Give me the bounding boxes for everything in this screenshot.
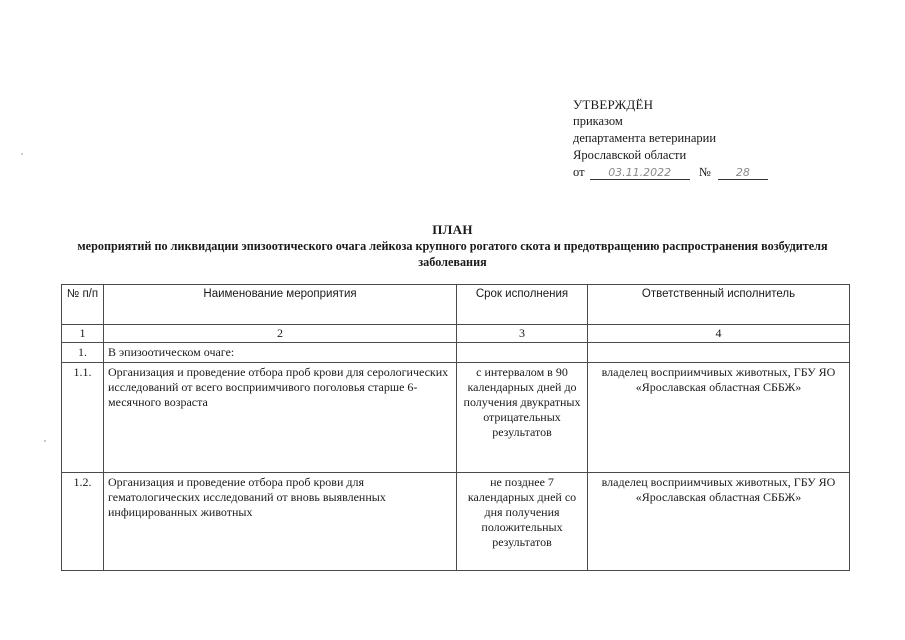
column-number: 4 [588, 325, 850, 343]
handwritten-number: 28 [718, 166, 768, 180]
table-row [62, 473, 850, 571]
date-prefix: от [573, 165, 585, 179]
measure-name: Организация и проведение отбора проб крови для гематологических исследований от вновь выявленных инфицированных животных [104, 473, 457, 571]
approval-line: департамента ветеринарии [573, 131, 717, 145]
column-number: 1 [62, 325, 104, 343]
approval-line: приказом [573, 114, 623, 128]
table-row [62, 363, 850, 473]
responsible: владелец восприимчивых животных, ГБУ ЯО «Ярославская областная СББЖ» [588, 363, 850, 473]
plan-subtitle: мероприятий по ликвидации эпизоотического очага лейкоза крупного рогатого скота и предотвращению распространения возбудителя заболевания [77, 239, 828, 269]
approval-title: УТВЕРЖДЁН [573, 97, 654, 112]
table-header-row [62, 285, 850, 325]
approval-date-row [573, 164, 813, 181]
approval-line: Ярославской области [573, 148, 687, 162]
deadline: с интервалом в 90 календарных дней до получения двукратных отрицательных результатов [457, 363, 588, 473]
approval-block [573, 96, 813, 181]
header-cell-deadline: Срок исполнения [457, 285, 588, 325]
column-number: 3 [457, 325, 588, 343]
header-cell-responsible: Ответственный исполнитель [588, 285, 850, 325]
header-cell-name: Наименование мероприятия [104, 285, 457, 325]
empty-cell [588, 343, 850, 363]
responsible: владелец восприимчивых животных, ГБУ ЯО «Ярославская областная СББЖ» [588, 473, 850, 571]
deadline: не позднее 7 календарных дней со дня получения положительных результатов [457, 473, 588, 571]
row-number: 1.1. [62, 363, 104, 473]
scan-speck [44, 440, 46, 442]
column-number-row [62, 325, 850, 343]
scan-speck [21, 153, 23, 155]
plan-table [61, 284, 850, 571]
measure-name: Организация и проведение отбора проб крови для серологических исследований от всего восприимчивого поголовья старше 6-месячного возраста [104, 363, 457, 473]
row-number: 1.2. [62, 473, 104, 571]
column-number: 2 [104, 325, 457, 343]
section-title: В эпизоотическом очаге: [104, 343, 457, 363]
number-label: № [698, 165, 711, 179]
plan-title: ПЛАН [432, 222, 473, 237]
handwritten-date: 03.11.2022 [590, 166, 690, 180]
section-number: 1. [62, 343, 104, 363]
section-row [62, 343, 850, 363]
empty-cell [457, 343, 588, 363]
header-cell-num: № п/п [62, 285, 104, 325]
